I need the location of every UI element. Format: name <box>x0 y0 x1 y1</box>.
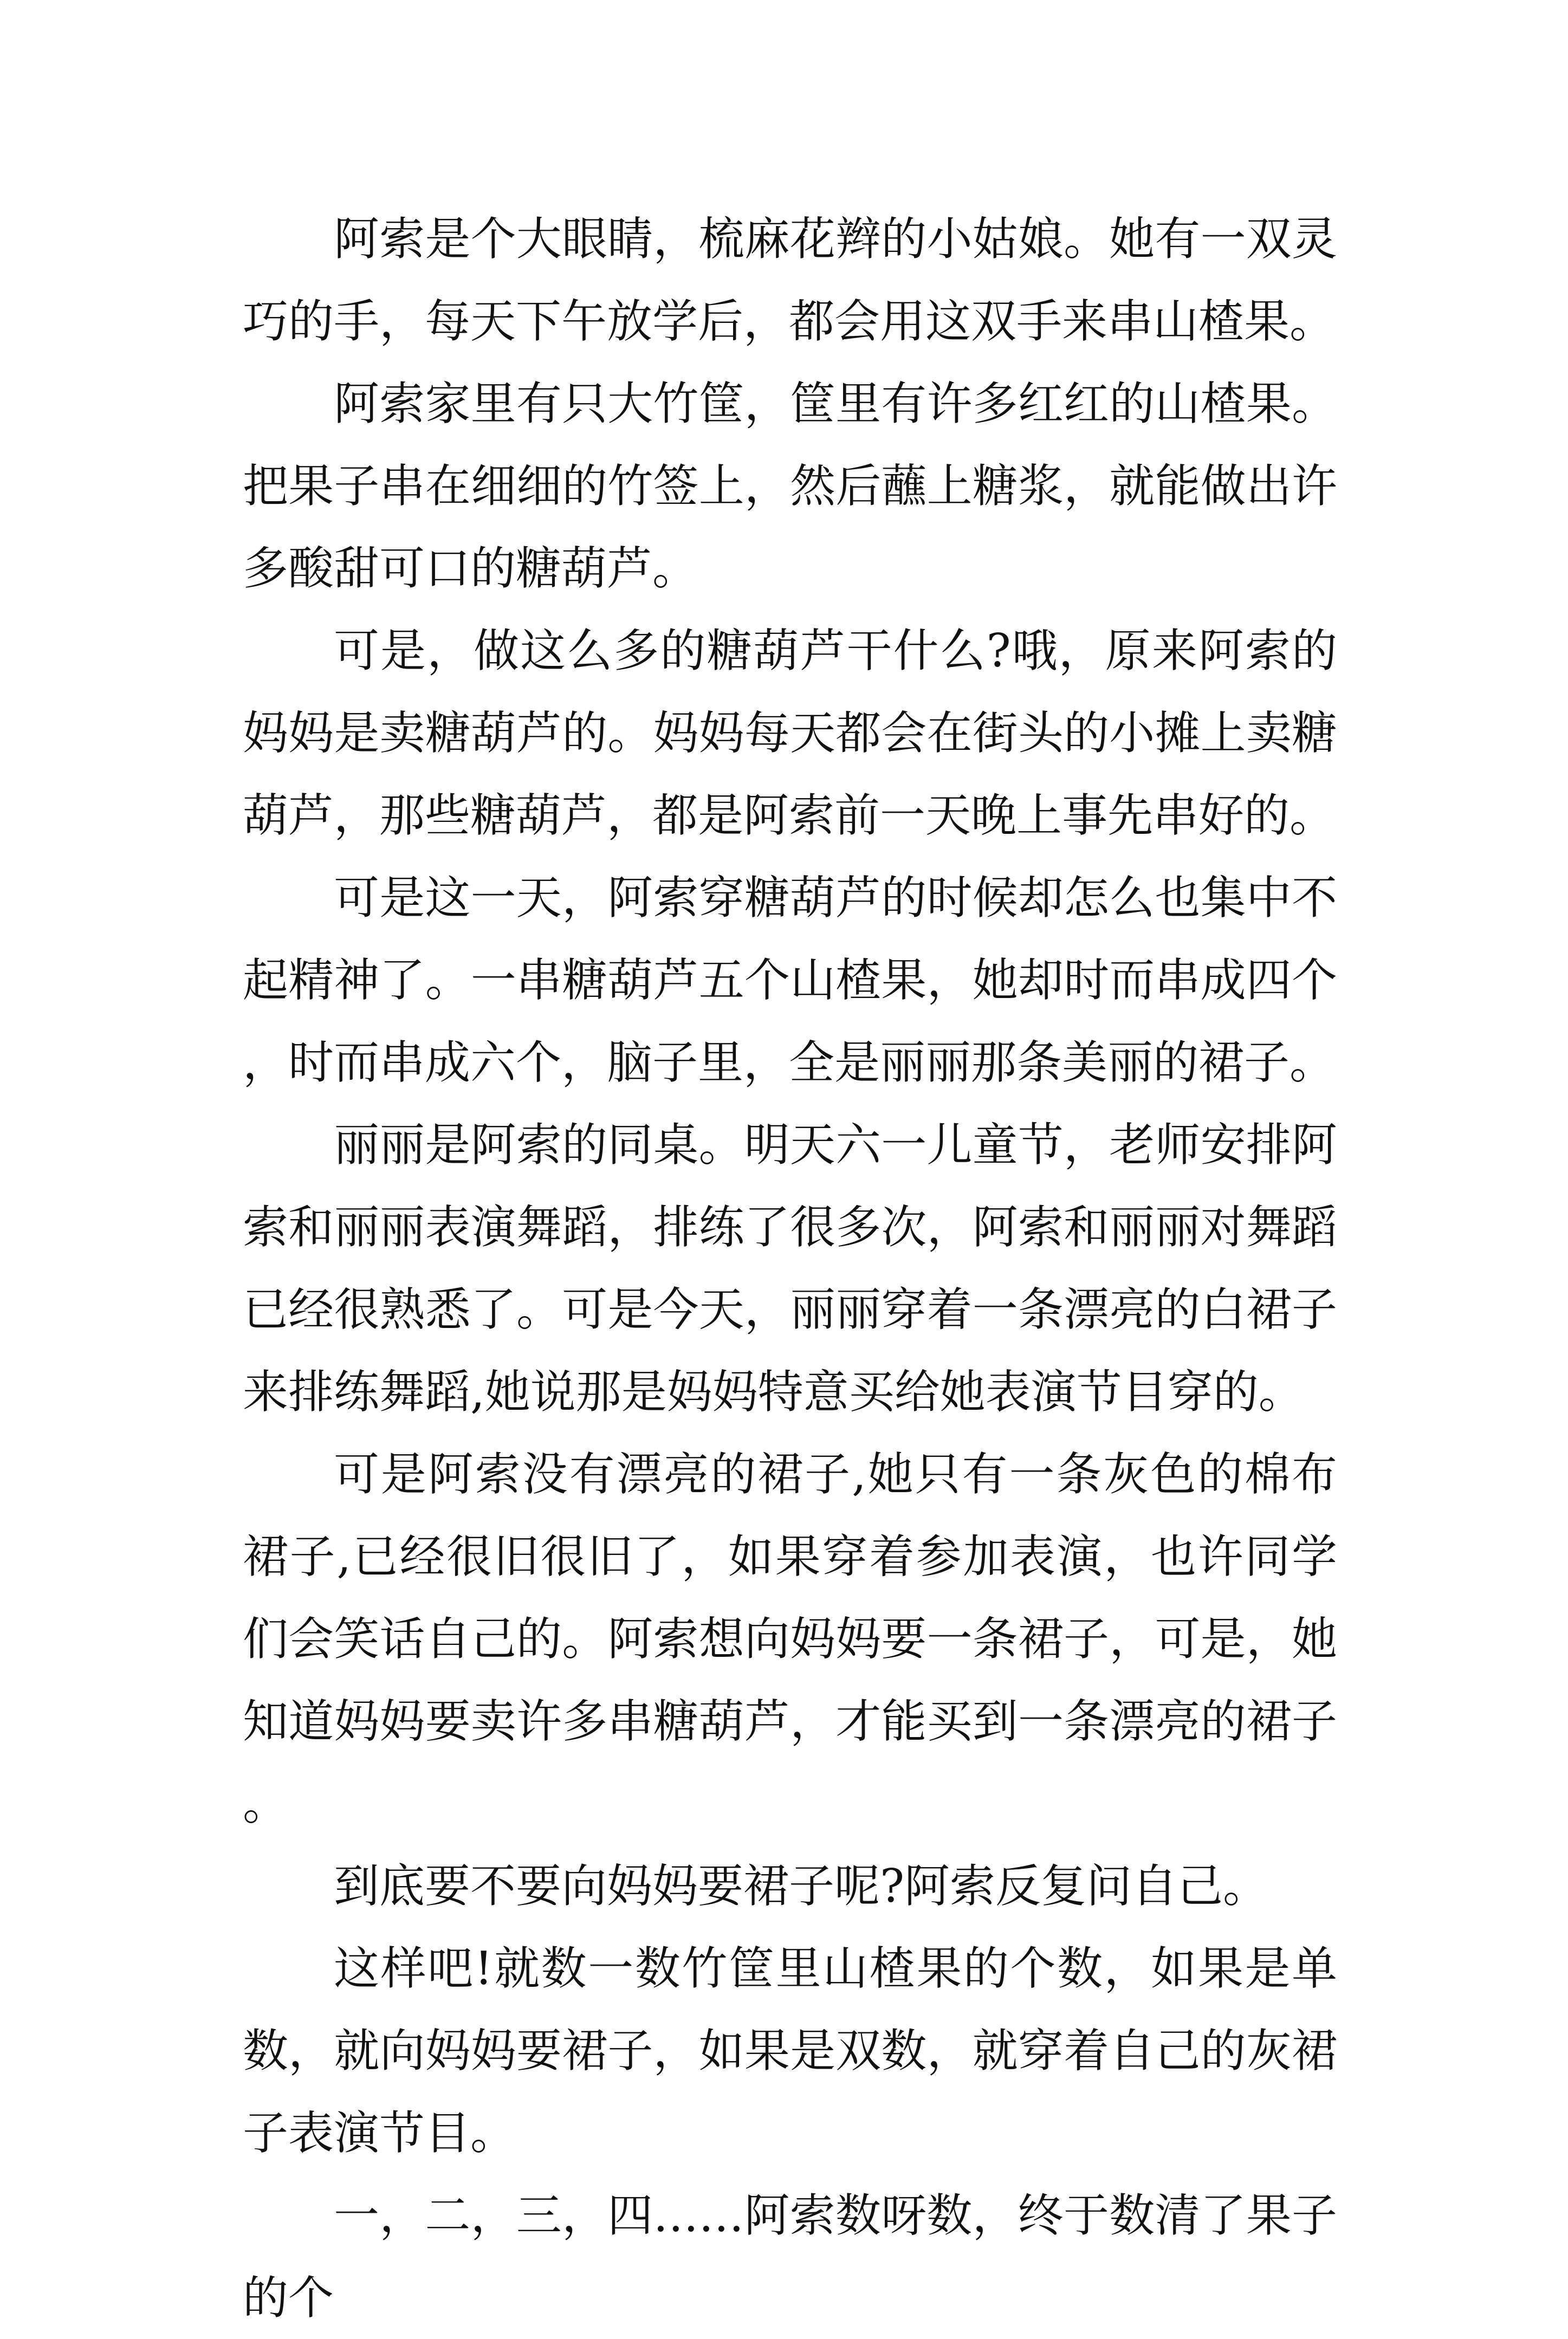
paragraph: 丽丽是阿索的同桌。明天六一儿童节，老师安排阿索和丽丽表演舞蹈，排练了很多次，阿索和丽丽对舞蹈已经很熟悉了。可是今天，丽丽穿着一条漂亮的白裙子来排练舞蹈,她说那是妈妈特意买给她表演节目穿的。 <box>243 1118 1337 1418</box>
paragraph: 可是这一天，阿索穿糖葫芦的时候却怎么也集中不起精神了。一串糖葫芦五个山楂果，她却时而串成四个，时而串成六个，脑子里，全是丽丽那条美丽的裙子。 <box>243 871 1337 1089</box>
paragraph: 可是阿索没有漂亮的裙子,她只有一条灰色的棉布裙子,已经很旧很旧了，如果穿着参加表演，也许同学们会笑话自己的。阿索想向妈妈要一条裙子，可是，她知道妈妈要卖许多串糖葫芦，才能买到一条漂亮的裙子。 <box>243 1448 1337 1830</box>
paragraph: 阿索是个大眼睛，梳麻花辫的小姑娘。她有一双灵巧的手，每天下午放学后，都会用这双手来串山楂果。 <box>243 212 1337 348</box>
paragraph: 到底要不要向妈妈要裙子呢?阿索反复问自己。 <box>334 1859 1269 1913</box>
paragraph: 可是，做这么多的糖葫芦干什么?哦，原来阿索的妈妈是卖糖葫芦的。妈妈每天都会在街头的小摊上卖糖葫芦，那些糖葫芦，都是阿索前一天晚上事先串好的。 <box>243 624 1337 842</box>
paragraph: 一，二，三，四……阿索数呀数，终于数清了果子的个 <box>243 2189 1337 2324</box>
story-text <box>243 198 1337 2339</box>
paragraph: 阿索家里有只大竹筐，筐里有许多红红的山楂果。把果子串在细细的竹签上，然后蘸上糖浆，就能做出许多酸甜可口的糖葫芦。 <box>243 377 1337 595</box>
paragraph: 这样吧!就数一数竹筐里山楂果的个数，如果是单数，就向妈妈要裙子，如果是双数，就穿着自己的灰裙子表演节目。 <box>243 1942 1337 2160</box>
